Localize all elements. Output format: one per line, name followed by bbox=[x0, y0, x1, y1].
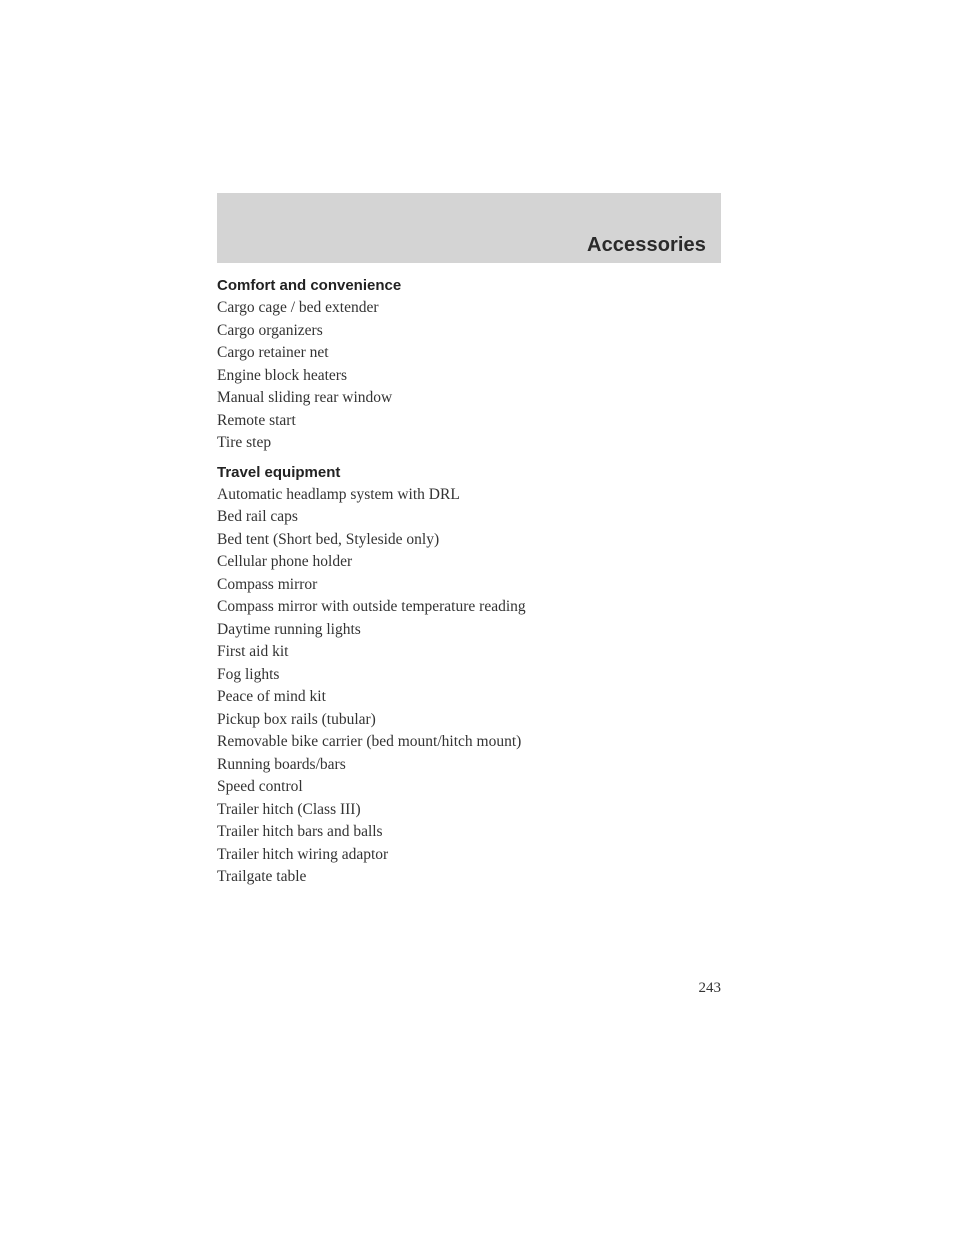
list-item: Cellular phone holder bbox=[217, 553, 353, 570]
list-item: Manual sliding rear window bbox=[217, 389, 393, 406]
list-item: Trailgate table bbox=[217, 868, 307, 885]
section-travel-equipment bbox=[217, 462, 721, 889]
section-heading: Comfort and convenience bbox=[217, 277, 402, 294]
list-item: Pickup box rails (tubular) bbox=[217, 710, 376, 728]
list-item: Cargo cage / bed extender bbox=[217, 299, 379, 316]
list-item: Engine block heaters bbox=[217, 366, 347, 384]
accessory-list bbox=[217, 484, 721, 889]
list-item: Trailer hitch bars and balls bbox=[217, 823, 383, 840]
list-item: Bed rail caps bbox=[217, 508, 298, 525]
section-comfort-and-convenience bbox=[217, 275, 721, 455]
chapter-title: Accessories bbox=[587, 234, 706, 256]
list-item: Cargo retainer net bbox=[217, 344, 329, 361]
chapter-header-band bbox=[217, 193, 721, 263]
list-item: First aid kit bbox=[217, 643, 289, 660]
accessories-content bbox=[217, 275, 721, 889]
list-item: Automatic headlamp system with DRL bbox=[217, 485, 460, 503]
accessory-list bbox=[217, 297, 721, 455]
list-item: Peace of mind kit bbox=[217, 688, 326, 705]
list-item: Bed tent (Short bed, Styleside only) bbox=[217, 530, 440, 548]
list-item: Remote start bbox=[217, 411, 296, 429]
list-item: Fog lights bbox=[217, 665, 280, 683]
list-item: Compass mirror bbox=[217, 575, 318, 593]
list-item: Compass mirror with outside temperature reading bbox=[217, 598, 526, 615]
section-heading: Travel equipment bbox=[217, 463, 341, 481]
list-item: Daytime running lights bbox=[217, 620, 361, 638]
list-item: Speed control bbox=[217, 778, 303, 795]
list-item: Tire step bbox=[217, 434, 272, 451]
list-item: Removable bike carrier (bed mount/hitch mount) bbox=[217, 733, 522, 750]
list-item: Cargo organizers bbox=[217, 321, 323, 339]
page-number: 243 bbox=[698, 980, 721, 996]
list-item: Running boards/bars bbox=[217, 755, 346, 773]
list-item: Trailer hitch wiring adaptor bbox=[217, 845, 389, 863]
list-item: Trailer hitch (Class III) bbox=[217, 800, 361, 818]
